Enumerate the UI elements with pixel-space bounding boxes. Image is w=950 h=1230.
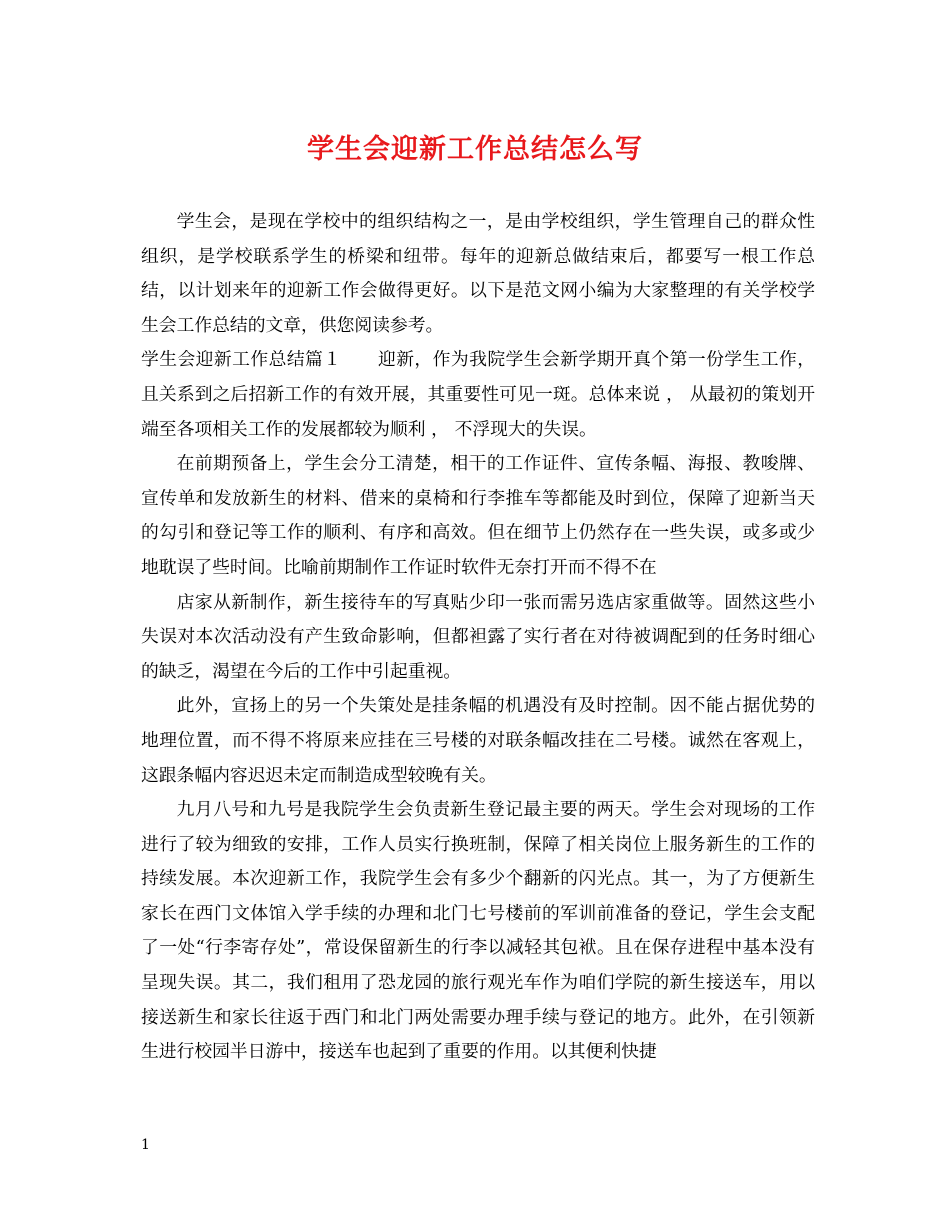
document-body — [141, 205, 815, 1070]
paragraph-section-1: 学生会迎新工作总结篇１ 迎新，作为我院学生会新学期开真个第一份学生工作，且关系到之后招新工作的有效开展，其重要性可见一斑。总体来说 ， 从最初的策划开端至各项相关工作的发展都较为顺利 ， 不浮现大的失误。 — [141, 349, 815, 440]
paragraph-registration: 九月八号和九号是我院学生会负责新生登记最主要的两天。学生会对现场的工作进行了较为细致的安排，工作人员实行换班制，保障了相关岗位上服务新生的工作的持续发展。本次迎新工作，我院学生会有多少个翻新的闪光点。其一，为了方便新生家长在西门文体馆入学手续的办理和北门七号楼前的军训前准备的登记，学生会支配了一处“行李寄存处”，常设保留新生的行李以减轻其包袱。且在保存进程中基本没有呈现失误。其二，我们租用了恐龙园的旅行观光车作为咱们学院的新生接送车，用以接送新生和家长往返于西门和北门两处需要办理手续与登记的地方。此外，在引领新生进行校园半日游中，接送车也起到了重要的作用。以其便利快捷 — [141, 799, 815, 1063]
page-number: 1 — [141, 1137, 150, 1153]
paragraph-banners: 此外，宣扬上的另一个失策处是挂条幅的机遇没有及时控制。因不能占据优势的地理位置，而不得不将原来应挂在三号楼的对联条幅改挂在二号楼。诚然在客观上，这跟条幅内容迟迟未定而制造成型较晚有关。 — [141, 695, 815, 786]
paragraph-intro: 学生会，是现在学校中的组织结构之一，是由学校组织，学生管理自己的群众性组织，是学校联系学生的桥梁和纽带。每年的迎新总做结束后，都要写一根工作总结，以计划来年的迎新工作会做得更好。以下是范文网小编为大家整理的有关学校学生会工作总结的文章，供您阅读参考。 — [141, 211, 815, 336]
paragraph-mistakes: 店家从新制作，新生接待车的写真贴少印一张而需另选店家重做等。固然这些小失误对本次活动没有产生致命影响，但都袒露了实行者在对待被调配到的任务时细心的缺乏，渴望在今后的工作中引起重视。 — [141, 591, 815, 682]
paragraph-preparation: 在前期预备上，学生会分工清楚，相干的工作证件、宣传条幅、海报、教唆牌、宣传单和发放新生的材料、借来的桌椅和行李推车等都能及时到位，保障了迎新当天的勾引和登记等工作的顺利、有序和高效。但在细节上仍然存在一些失误，或多或少地耽误了些时间。比喻前期制作工作证时软件无奈打开而不得不在 — [141, 453, 815, 578]
document-title: 学生会迎新工作总结怎么写 — [307, 134, 643, 165]
